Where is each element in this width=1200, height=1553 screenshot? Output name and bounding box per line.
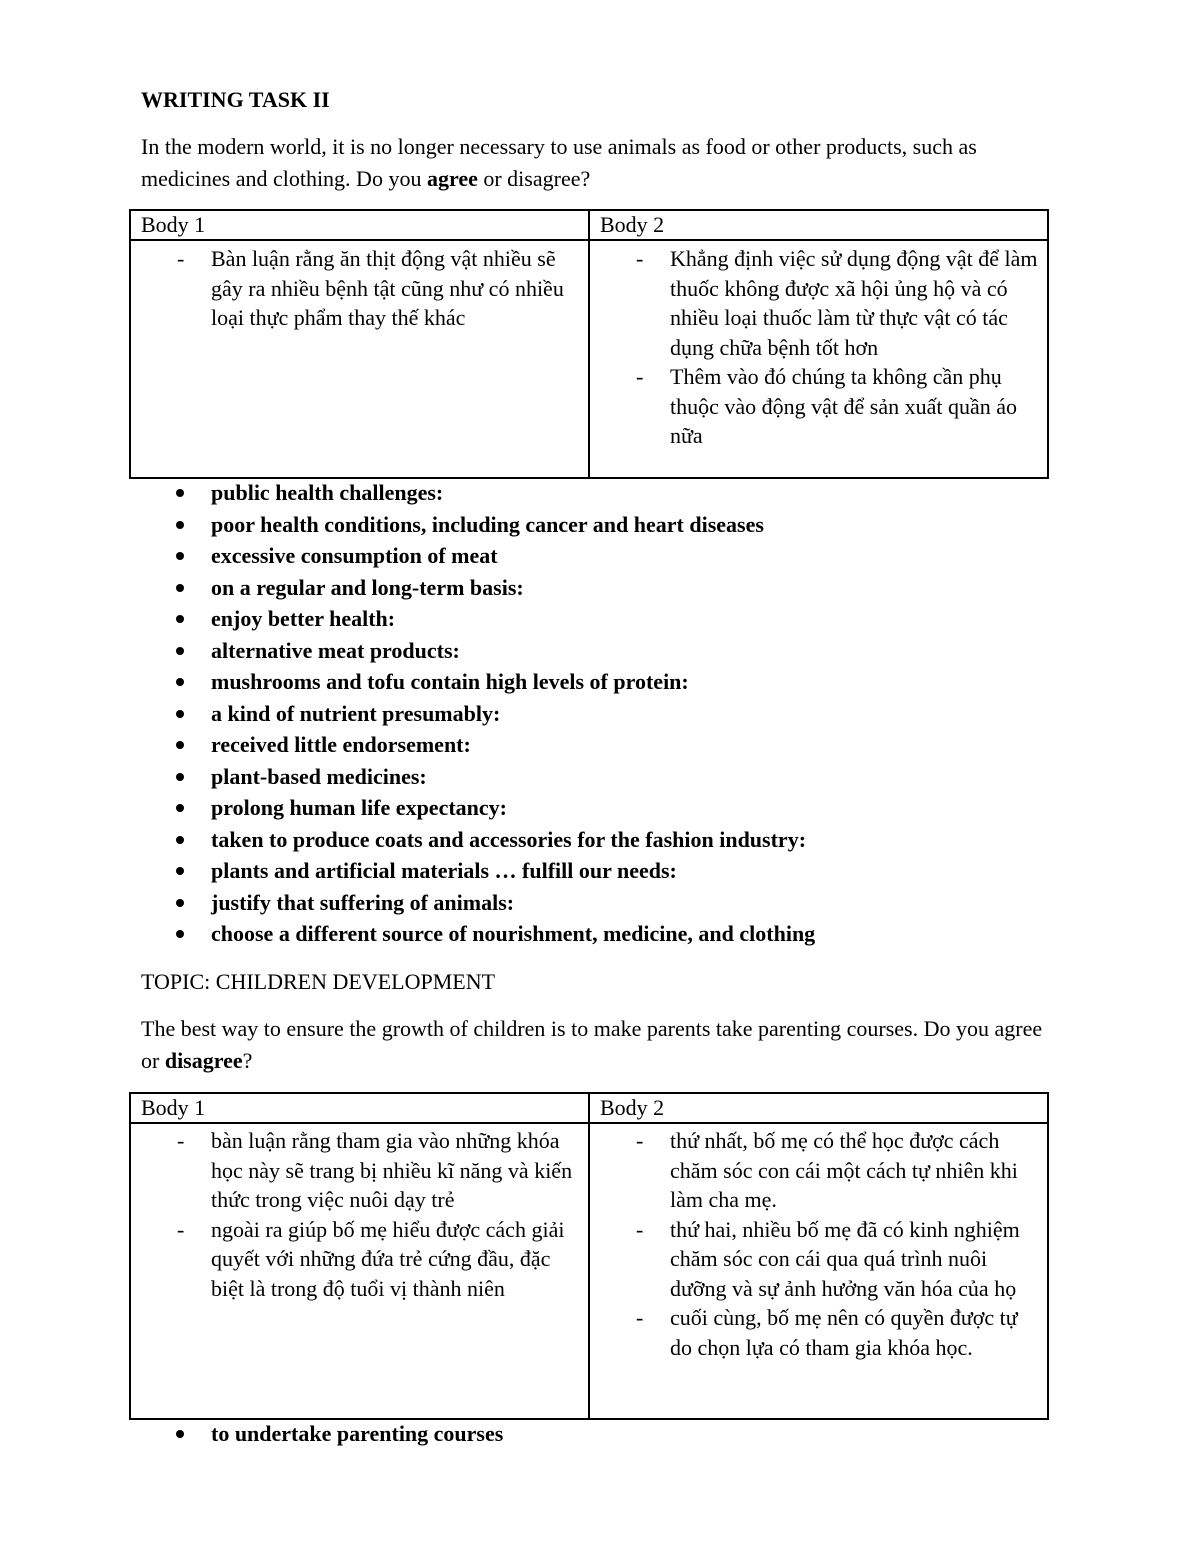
vocab-item: received little endorsement: [129,729,1089,761]
task-prompt-text-1: In the modern world, it is no longer necessary to use animals as food or other products, such as medicines and clothing. Do you [141,134,977,191]
topic-heading: TOPIC: CHILDREN DEVELOPMENT [141,969,496,994]
task-prompt [141,131,1046,195]
vocab-item: on a regular and long-term basis: [129,572,1089,604]
topic-prompt-bold: disagree [164,1048,243,1073]
table-cell-body-2 [589,240,1048,478]
body-2-point-list [590,244,1047,451]
list-item: - cuối cùng, bố mẹ nên có quyền được tự do chọn lựa có tham gia khóa học. [590,1303,1047,1362]
topic-prompt-text-1: The best way to ensure the growth of children is to make parents take parenting courses. Do you agree or [141,1016,1043,1073]
vocab-item: enjoy better health: [129,603,1089,635]
list-item: - Bàn luận rằng ăn thịt động vật nhiều sẽ gây ra nhiều bệnh tật cũng như có nhiều loại thực phẩm thay thế khác [131,244,588,333]
table-header-body-1: Body 1 [130,1093,589,1123]
table-header-body-2: Body 2 [589,1093,1048,1123]
body-1-point-list [131,244,588,333]
topic-outline-table [129,1092,1049,1420]
task-vocab-list [129,477,1089,950]
vocab-item: mushrooms and tofu contain high levels of protein: [129,666,1089,698]
topic-prompt-text-2: ? [242,1048,253,1073]
body-1-point-list [131,1126,588,1303]
task-outline-table [129,209,1049,479]
topic-vocab-list [129,1418,1089,1450]
task-prompt-text-2: or disagree? [477,166,591,191]
vocab-item: to undertake parenting courses [129,1418,1089,1450]
topic-prompt [141,1013,1051,1077]
table-content-row [130,240,1048,478]
list-item: - Khẳng định việc sử dụng động vật để làm thuốc không được xã hội ủng hộ và có nhiều loại thuốc làm từ thực vật có tác dụng chữa bệnh tốt hơn [590,244,1047,362]
task-prompt-bold: agree [426,166,478,191]
list-item: - thứ hai, nhiều bố mẹ đã có kinh nghiệm chăm sóc con cái qua quá trình nuôi dưỡng và sự ảnh hưởng văn hóa của họ [590,1215,1047,1304]
vocab-item: excessive consumption of meat [129,540,1089,572]
table-cell-body-2 [589,1123,1048,1419]
table-header-row [130,1093,1048,1123]
vocab-item: plants and artificial materials … fulfill our needs: [129,855,1089,887]
list-item: - ngoài ra giúp bố mẹ hiểu được cách giải quyết với những đứa trẻ cứng đầu, đặc biệt là trong độ tuổi vị thành niên [131,1215,588,1304]
table-header-body-2: Body 2 [589,210,1048,240]
vocab-item: justify that suffering of animals: [129,887,1089,919]
vocab-item: public health challenges: [129,477,1089,509]
list-item: - thứ nhất, bố mẹ có thể học được cách chăm sóc con cái một cách tự nhiên khi làm cha mẹ. [590,1126,1047,1215]
vocab-item: choose a different source of nourishment, medicine, and clothing [129,918,1089,950]
list-item: - bàn luận rằng tham gia vào những khóa học này sẽ trang bị nhiều kĩ năng và kiến thức trong việc nuôi dạy trẻ [131,1126,588,1215]
vocab-item: taken to produce coats and accessories for the fashion industry: [129,824,1089,856]
task-heading: WRITING TASK II [141,87,330,112]
list-item: - Thêm vào đó chúng ta không cần phụ thuộc vào động vật để sản xuất quần áo nữa [590,362,1047,451]
body-2-point-list [590,1126,1047,1362]
vocab-item: a kind of nutrient presumably: [129,698,1089,730]
vocab-item: alternative meat products: [129,635,1089,667]
table-header-row [130,210,1048,240]
table-cell-body-1 [130,240,589,478]
vocab-item: plant-based medicines: [129,761,1089,793]
vocab-item: poor health conditions, including cancer and heart diseases [129,509,1089,541]
table-header-body-1: Body 1 [130,210,589,240]
table-content-row [130,1123,1048,1419]
vocab-item: prolong human life expectancy: [129,792,1089,824]
table-cell-body-1 [130,1123,589,1419]
